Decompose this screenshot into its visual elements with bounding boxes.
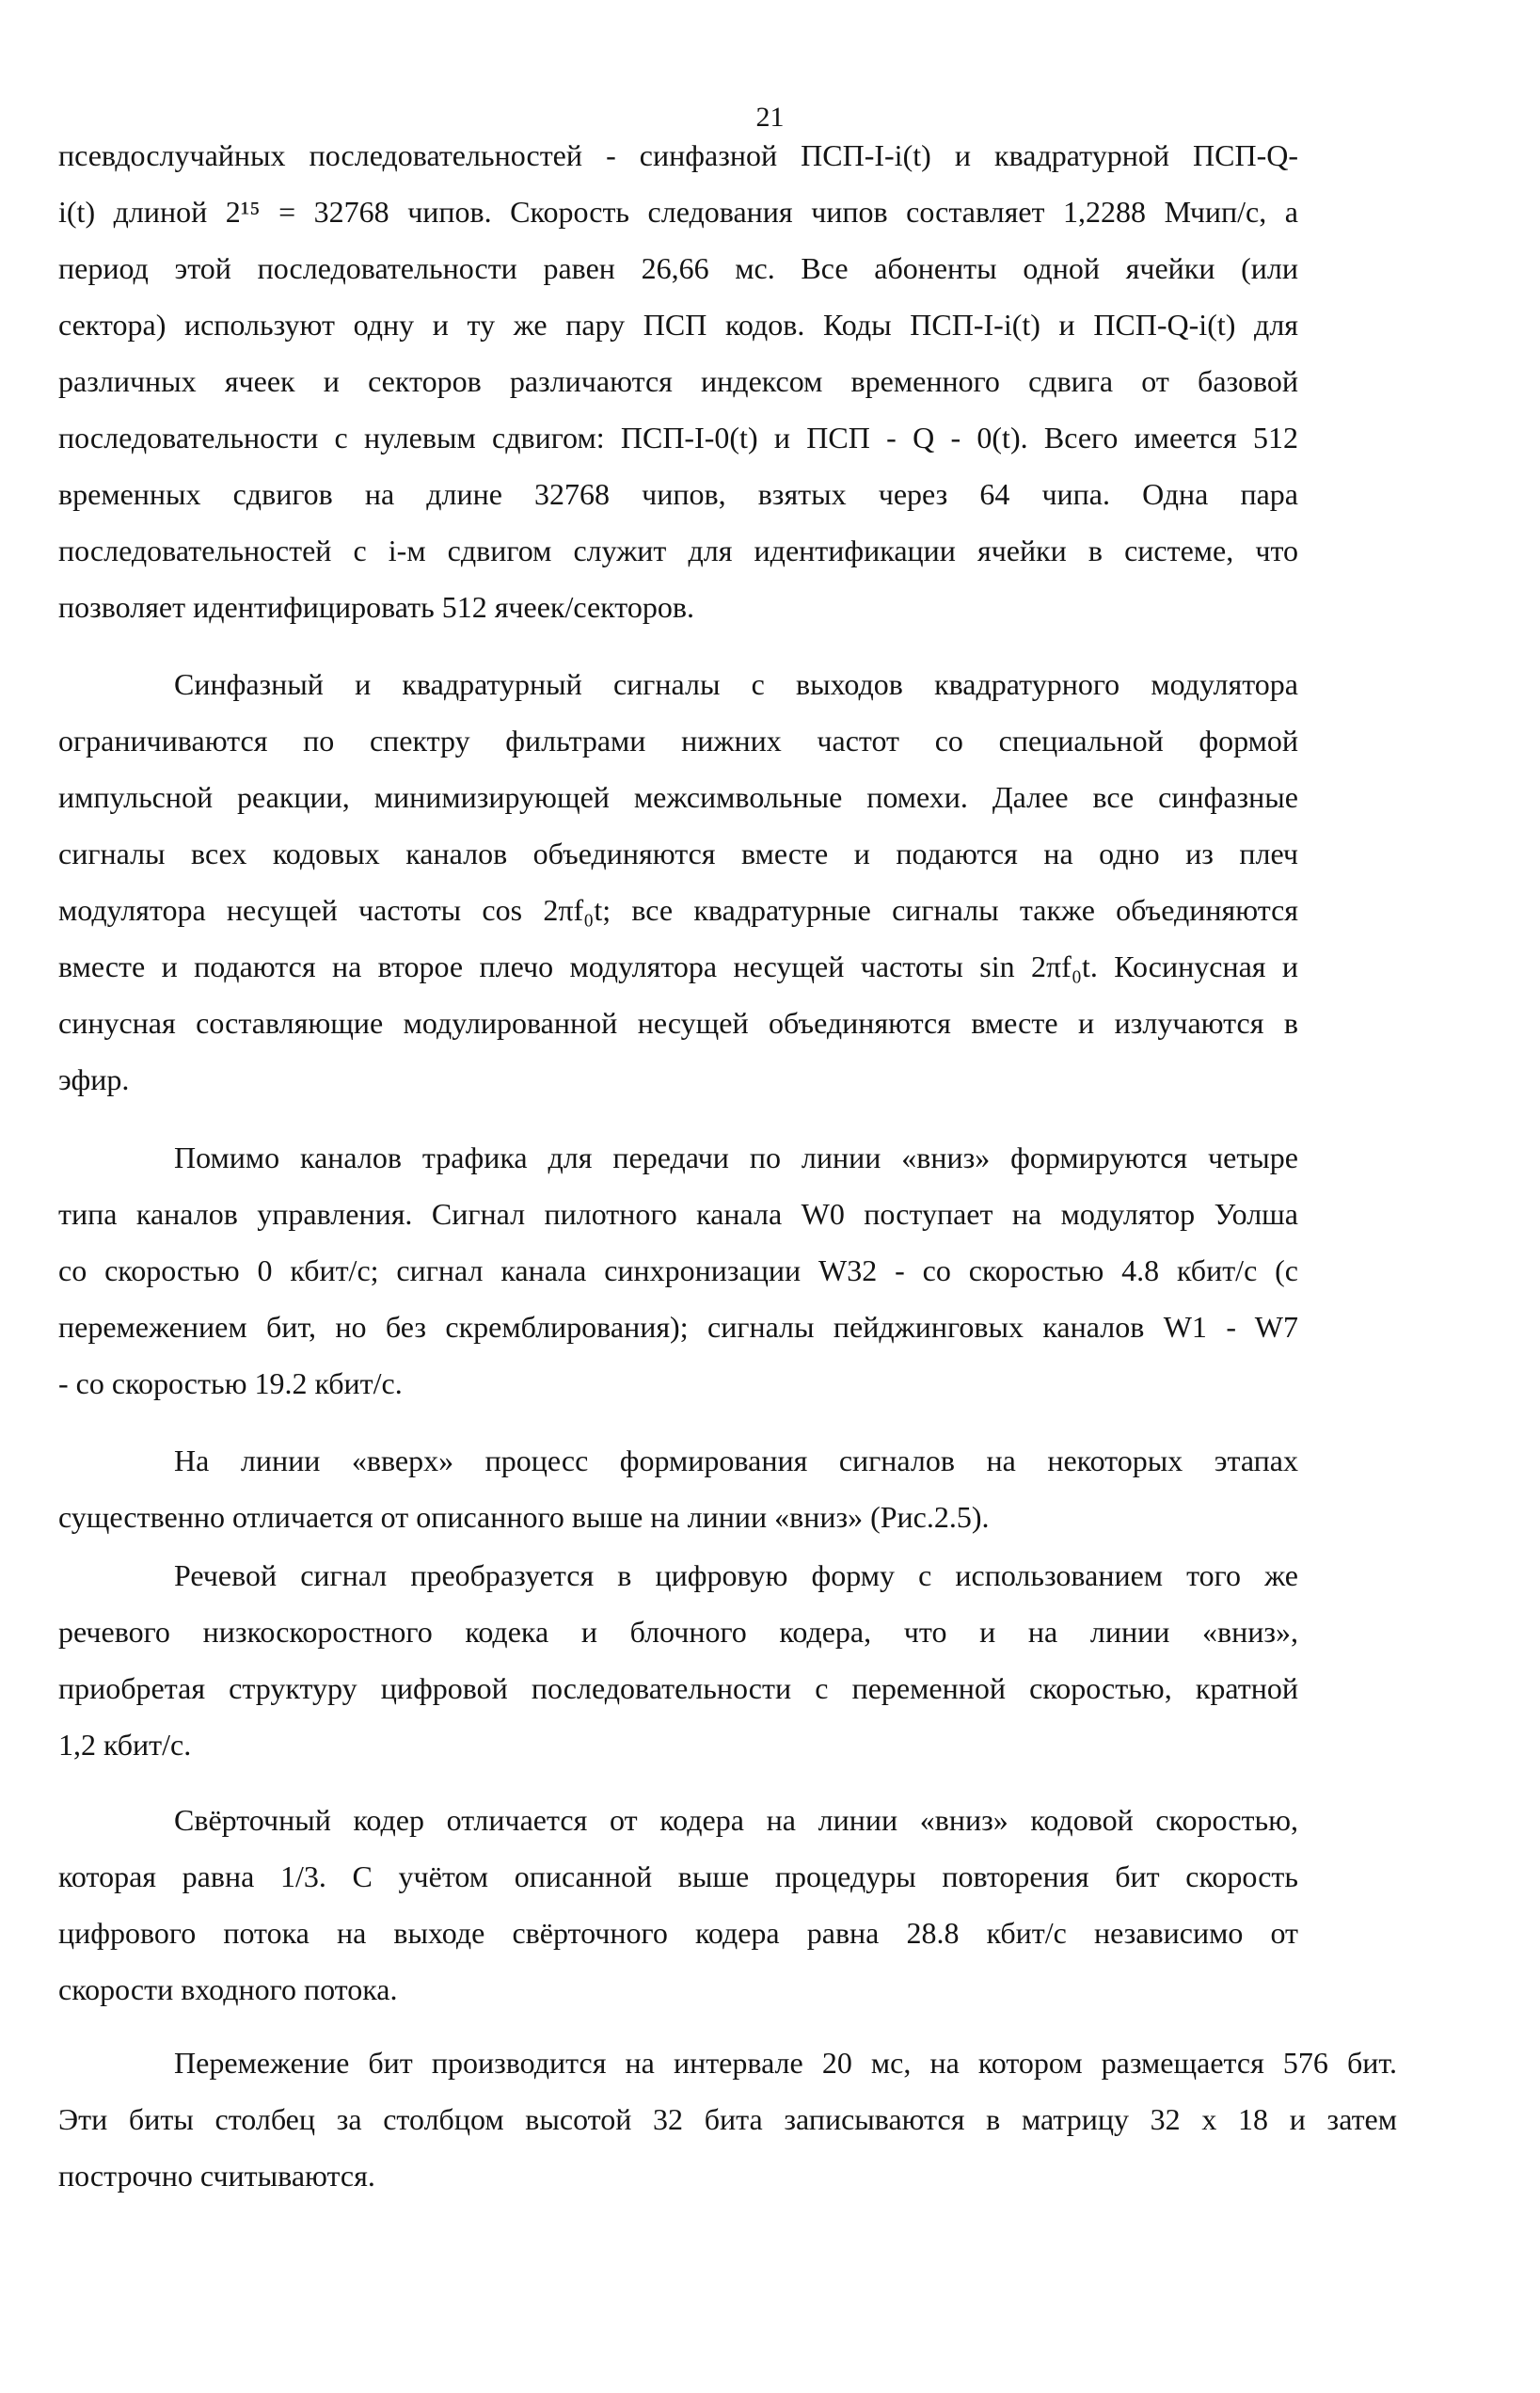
text-line: период этой последовательности равен 26,66 мс. Все абоненты одной ячейки (или [58, 251, 1298, 285]
text-line: приобретая структуру цифровой последовательности с переменной скоростью, кратной [58, 1671, 1298, 1705]
text-line: - со скоростью 19.2 кбит/с. [58, 1366, 403, 1400]
text-line: со скоростью 0 кбит/с; сигнал канала синхронизации W32 - со скоростью 4.8 кбит/с (с [58, 1253, 1298, 1287]
text-line: перемежением бит, но без скремблирования); сигналы пейджинговых каналов W1 - W7 [58, 1310, 1298, 1344]
text-line: i(t) длиной 2¹⁵ = 32768 чипов. Скорость следования чипов составляет 1,2288 Мчип/с, а [58, 195, 1298, 229]
text-line: сектора) используют одну и ту же пару ПСП кодов. Коды ПСП-I-i(t) и ПСП-Q-i(t) для [58, 308, 1298, 342]
text-line: построчно считываются. [58, 2159, 375, 2193]
text-line: речевого низкоскоростного кодека и блочного кодера, что и на линии «вниз», [58, 1615, 1298, 1649]
text-line: Синфазный и квадратурный сигналы с выходов квадратурного модулятора [174, 667, 1298, 701]
text-line: модулятора несущей частоты cos 2πf₀t; все квадратурные сигналы также объединяются [58, 893, 1298, 927]
text-line: типа каналов управления. Сигнал пилотного канала W0 поступает на модулятор Уолша [58, 1197, 1298, 1231]
text-line: которая равна 1/3. С учётом описанной выше процедуры повторения бит скорость [58, 1859, 1298, 1893]
text-line: На линии «вверх» процесс формирования сигналов на некоторых этапах [174, 1444, 1298, 1477]
text-line: Перемежение бит производится на интервале 20 мс, на котором размещается 576 бит. [174, 2046, 1397, 2080]
text-line: 1,2 кбит/с. [58, 1728, 192, 1762]
text-line: скорости входного потока. [58, 1972, 398, 2006]
text-line: ограничиваются по спектру фильтрами нижних частот со специальной формой [58, 724, 1298, 758]
text-line: сигналы всех кодовых каналов объединяются вместе и подаются на одно из плеч [58, 837, 1298, 870]
text-line: Помимо каналов трафика для передачи по линии «вниз» формируются четыре [174, 1141, 1298, 1174]
text-line: Свёрточный кодер отличается от кодера на линии «вниз» кодовой скоростью, [174, 1803, 1298, 1837]
text-line: эфир. [58, 1062, 130, 1096]
text-line: Речевой сигнал преобразуется в цифровую форму с использованием того же [174, 1558, 1298, 1592]
text-line: вместе и подаются на второе плечо модулятора несущей частоты sin 2πf₀t. Косинусная и [58, 949, 1298, 983]
text-line: последовательностей с i-м сдвигом служит для идентификации ячейки в системе, что [58, 534, 1298, 567]
text-line: существенно отличается от описанного выше на линии «вниз» (Рис.2.5). [58, 1500, 990, 1534]
text-line: импульсной реакции, минимизирующей межсимвольные помехи. Далее все синфазные [58, 780, 1298, 814]
text-line: временных сдвигов на длине 32768 чипов, взятых через 64 чипа. Одна пара [58, 477, 1298, 511]
page-number: 21 [755, 102, 785, 133]
text-line: синусная составляющие модулированной несущей объединяются вместе и излучаются в [58, 1006, 1298, 1040]
text-line: Эти биты столбец за столбцом высотой 32 бита записываются в матрицу 32 x 18 и затем [58, 2102, 1397, 2136]
text-line: цифрового потока на выходе свёрточного кодера равна 28.8 кбит/с независимо от [58, 1916, 1298, 1950]
text-line: последовательности с нулевым сдвигом: ПСП-I-0(t) и ПСП - Q - 0(t). Всего имеется 512 [58, 421, 1298, 455]
text-line: позволяет идентифицировать 512 ячеек/секторов. [58, 590, 694, 624]
text-line: различных ячеек и секторов различаются индексом временного сдвига от базовой [58, 364, 1298, 398]
text-line: псевдослучайных последовательностей - синфазной ПСП-I-i(t) и квадратурной ПСП-Q- [58, 138, 1298, 172]
